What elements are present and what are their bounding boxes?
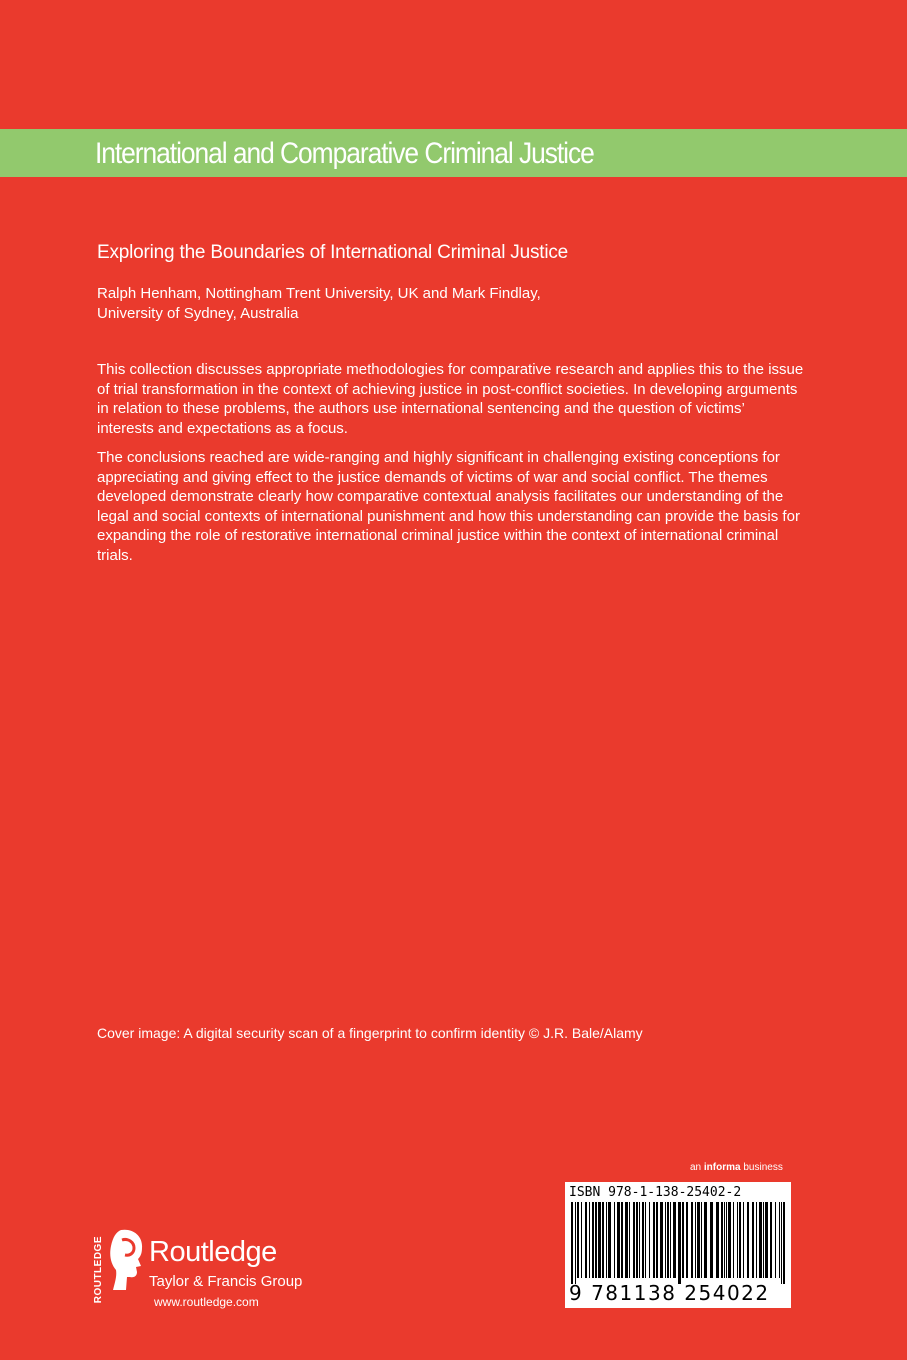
informa-brand: informa — [703, 1162, 741, 1173]
series-band — [0, 129, 907, 177]
authors-line-2: University of Sydney, Australia — [97, 305, 299, 322]
book-title: Exploring the Boundaries of International Criminal Justice — [97, 242, 569, 263]
informa-prefix: an — [690, 1162, 704, 1173]
publisher-side-text: ROUTLEDGE — [93, 1236, 104, 1304]
isbn-digits: 9 781138 254022 — [569, 1281, 770, 1305]
publisher-logo — [93, 1228, 353, 1313]
informa-suffix: business — [740, 1162, 783, 1173]
cover-credit: Cover image: A digital security scan of a fingerprint to confirm identity © J.R. Bale/Alamy — [97, 1025, 643, 1041]
series-title: International and Comparative Criminal Justice — [95, 137, 594, 170]
informa-tagline — [690, 1162, 783, 1173]
authors — [97, 284, 657, 324]
publisher-name: Routledge — [149, 1236, 277, 1268]
publisher-group: Taylor & Francis Group — [149, 1273, 303, 1290]
blurb — [97, 360, 805, 575]
routledge-head-icon — [107, 1228, 147, 1292]
authors-line-1: Ralph Henham, Nottingham Trent University, UK and Mark Findlay, — [97, 285, 541, 302]
publisher-url[interactable]: www.routledge.com — [154, 1295, 259, 1309]
isbn-label: ISBN 978-1-138-25402-2 — [569, 1185, 742, 1200]
isbn-barcode-box — [565, 1182, 791, 1308]
barcode-icon — [571, 1202, 785, 1284]
blurb-paragraph-2: The conclusions reached are wide-ranging and highly significant in challenging existing conceptions for appreciating and giving effect to the justice demands of victims of war and social conflict. The themes developed demonstrate clearly how comparative contextual analysis facilitates our understanding of the legal and social contexts of international punishment and how this understanding can provide the basis for expanding the role of restorative international criminal justice within the context of international criminal trials. — [97, 449, 800, 564]
blurb-paragraph-1: This collection discusses appropriate methodologies for comparative research and applies this to the issue of trial transformation in the context of achieving justice in post-conflict societies. In developing arguments in relation to these problems, the authors use international sentencing and the question of victims’ interests and expectations as a focus. — [97, 361, 804, 437]
